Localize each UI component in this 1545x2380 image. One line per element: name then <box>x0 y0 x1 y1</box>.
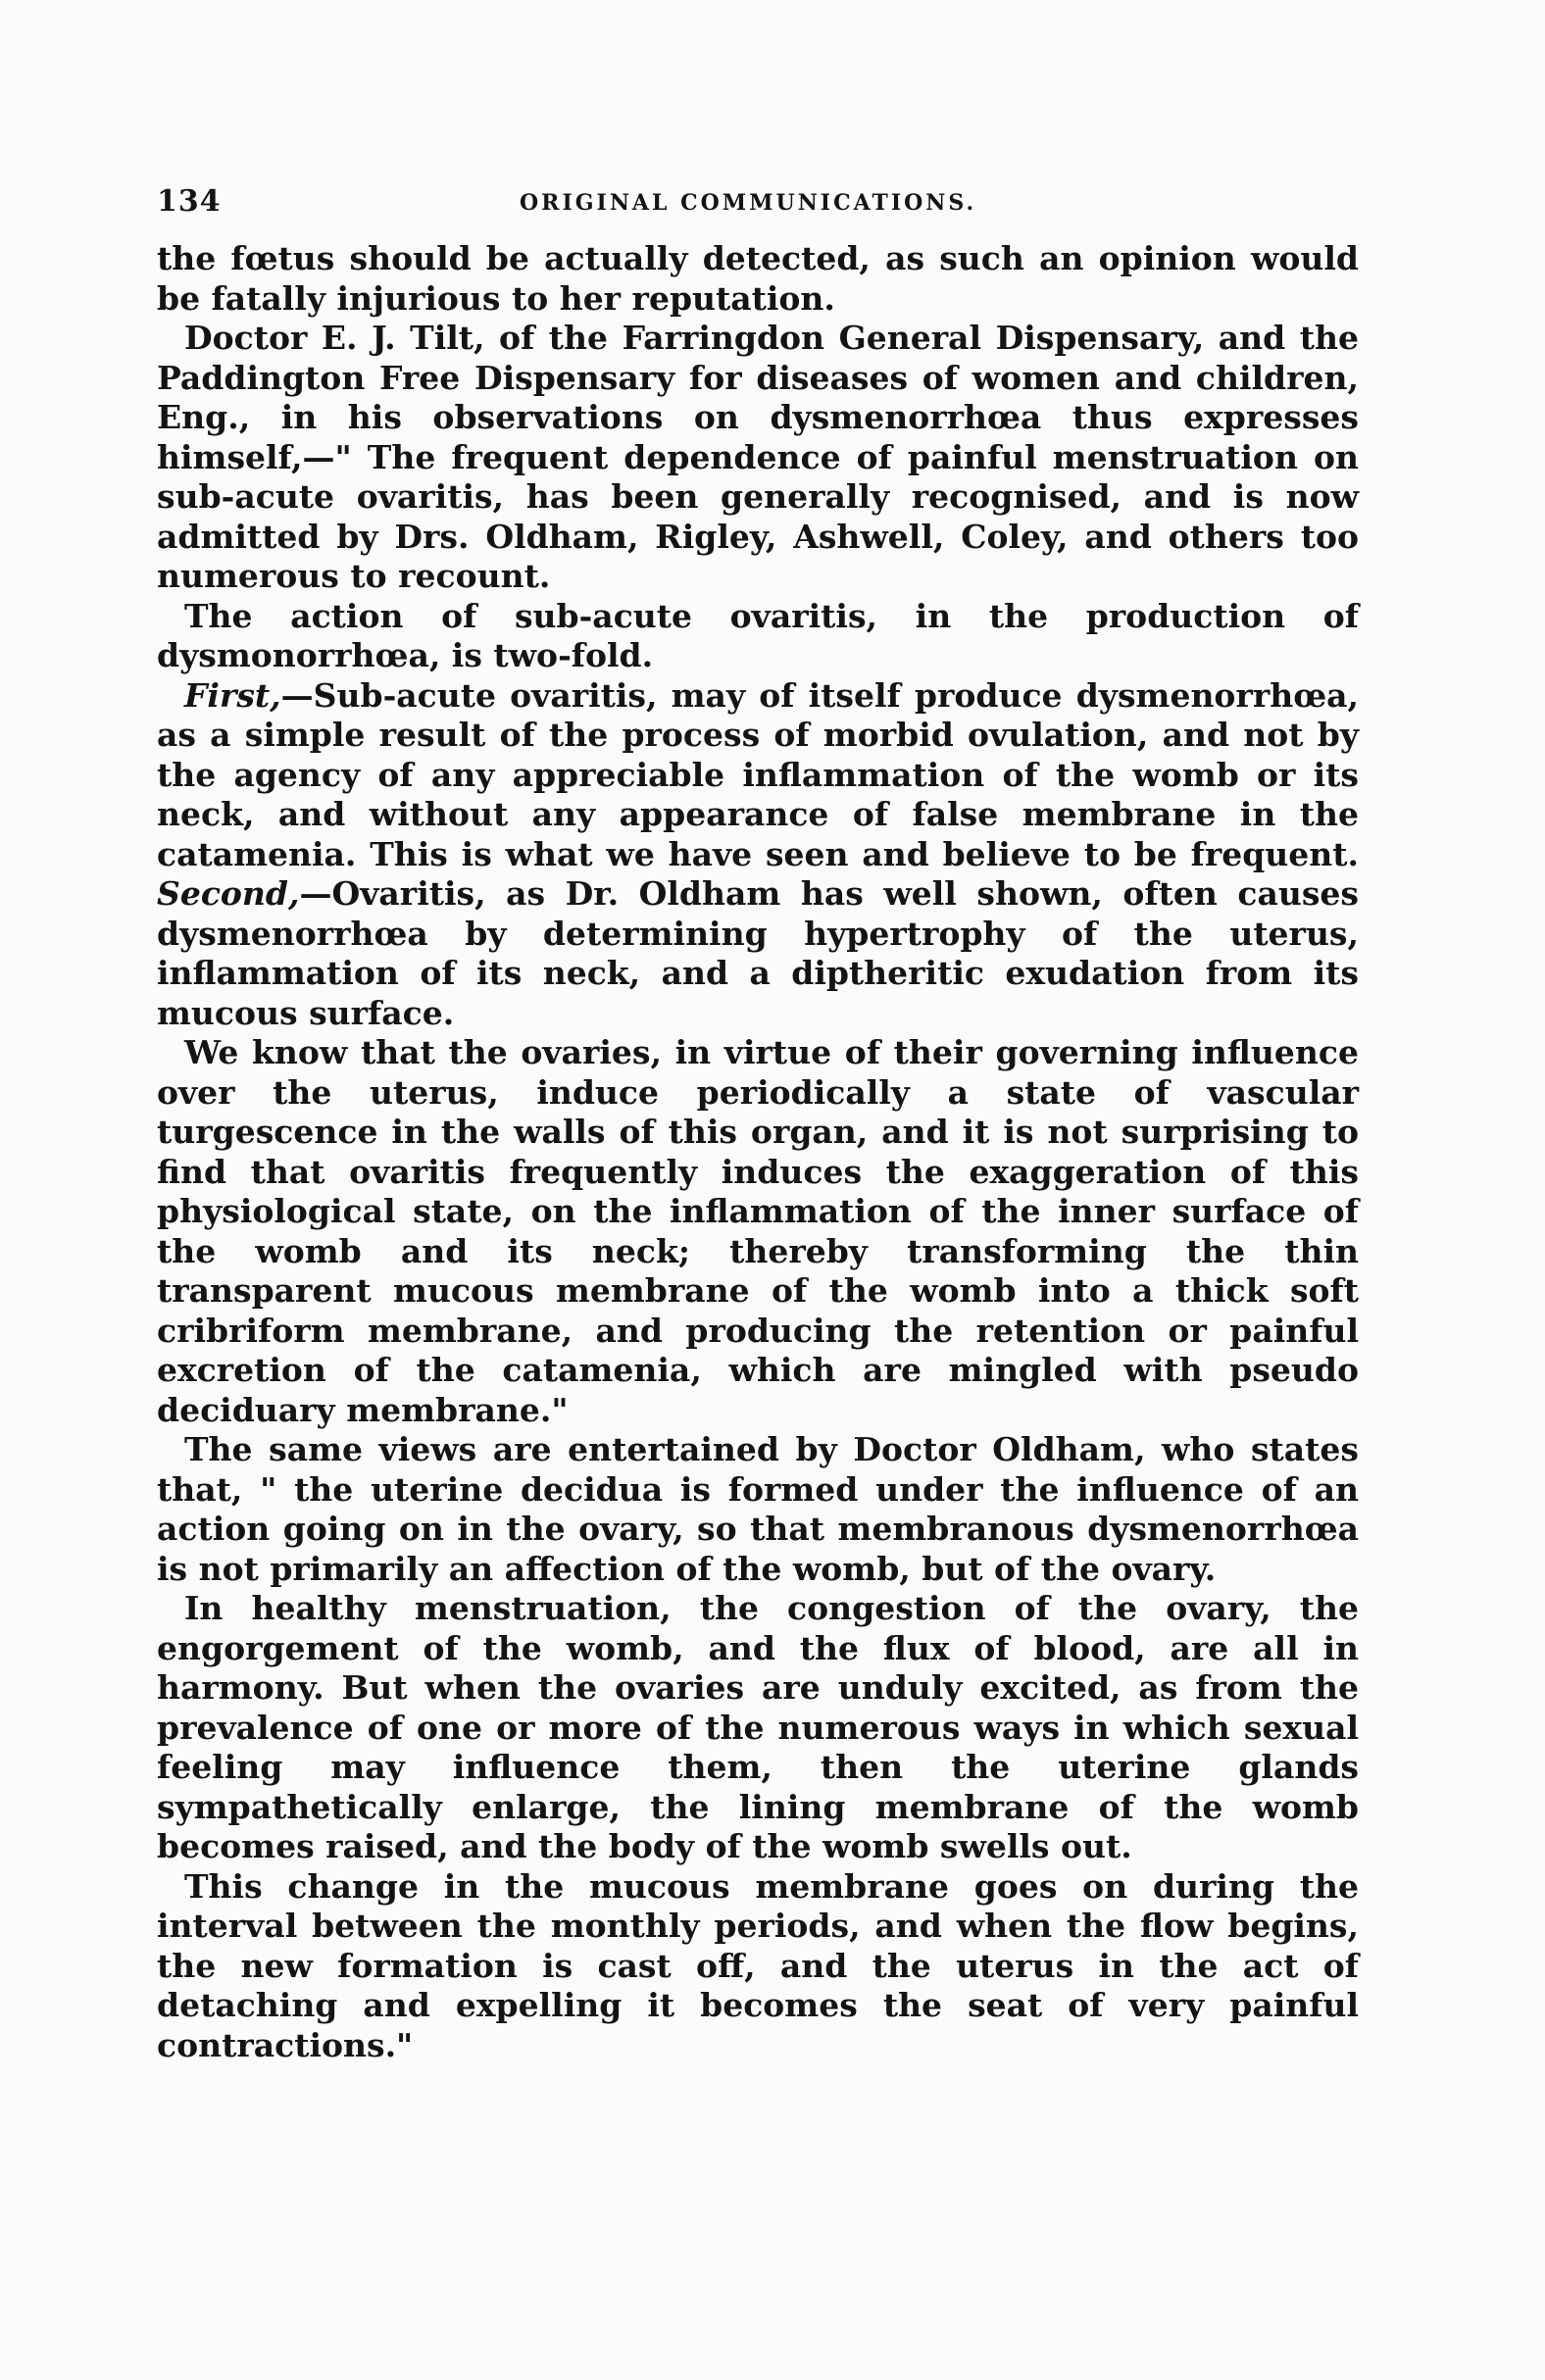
page-number: 134 <box>157 184 222 219</box>
italic-run: Second, <box>157 874 300 913</box>
text-run: —Ovaritis, as Dr. Oldham has well shown, often causes dysmenorrhœa by determining hypertrophy of the uterus, inflammation of its neck, and a diptheritic exudation from its mucous surface. <box>157 874 1359 1032</box>
paragraph <box>157 1867 1359 2066</box>
paragraph <box>157 1430 1359 1589</box>
text-run: This change in the mucous membrane goes on during the interval between the monthly periods, and when the flow begins, the new formation is cast off, and the uterus in the act of detaching and expelling it becomes the seat of very painful contractions." <box>157 1866 1359 2064</box>
page-header <box>157 184 1359 239</box>
text-run: In healthy menstruation, the congestion of the ovary, the engorgement of the womb, and the flux of blood, are all in harmony. But when the ovaries are unduly excited, as from the prevalence of one or more of the numerous ways in which sexual feeling may influence them, then the uterine glands sympathetically enlarge, the lining membrane of the womb becomes raised, and the body of the womb swells out. <box>157 1589 1359 1865</box>
text-run: Doctor E. J. Tilt, of the Farringdon General Dispensary, and the Paddington Free Dispensary for diseases of women and children, Eng., in his observations on dysmenorrhœa thus expresses himself,—" The frequent dependence of painful menstruation on sub-acute ovaritis, has been generally recognised, and is now admitted by Drs. Oldham, Rigley, Ashwell, Coley, and others too numerous to recount. <box>157 319 1359 595</box>
body-text <box>157 239 1359 2065</box>
text-run: The same views are entertained by Doctor Oldham, who states that, " the uterine decidua is formed under the influence of an action going on in the ovary, so that membranous dysmenorrhœa is not primarily an affection of the womb, but of the ovary. <box>157 1430 1359 1588</box>
running-head: ORIGINAL COMMUNICATIONS. <box>520 190 977 216</box>
text-run: We know that the ovaries, in virtue of their governing influence over the uterus, induce periodically a state of vascular turgescence in the walls of this organ, and it is not surprising to find that ovaritis frequently induces the exaggeration of this physiological state, on the inflammation of the inner surface of the womb and its neck; thereby transforming the thin transparent mucous membrane of the womb into a thick soft cribriform membrane, and producing the retention or painful excretion of the catamenia, which are mingled with pseudo deciduary membrane." <box>157 1033 1359 1429</box>
paragraph <box>157 239 1359 319</box>
paragraph <box>157 319 1359 597</box>
text-run: The action of sub-acute ovaritis, in the production of dysmonorrhœa, is two-fold. <box>157 596 1359 674</box>
paragraph <box>157 676 1359 1034</box>
italic-run: First, <box>184 675 281 715</box>
paragraph <box>157 1589 1359 1867</box>
paragraph <box>157 597 1359 676</box>
text-run: —Sub-acute ovaritis, may of itself produce dysmenorrhœa, as a simple result of the process of morbid ovulation, and not by the agency of any appreciable inflammation of the womb or its neck, and without any appearance of false membrane in the catamenia. This is what we have seen and believe to be frequent. <box>157 675 1359 873</box>
text-run: the fœtus should be actually detected, as such an opinion would be fatally injurious to her reputation. <box>157 239 1359 318</box>
page <box>157 184 1359 2065</box>
paragraph <box>157 1033 1359 1430</box>
